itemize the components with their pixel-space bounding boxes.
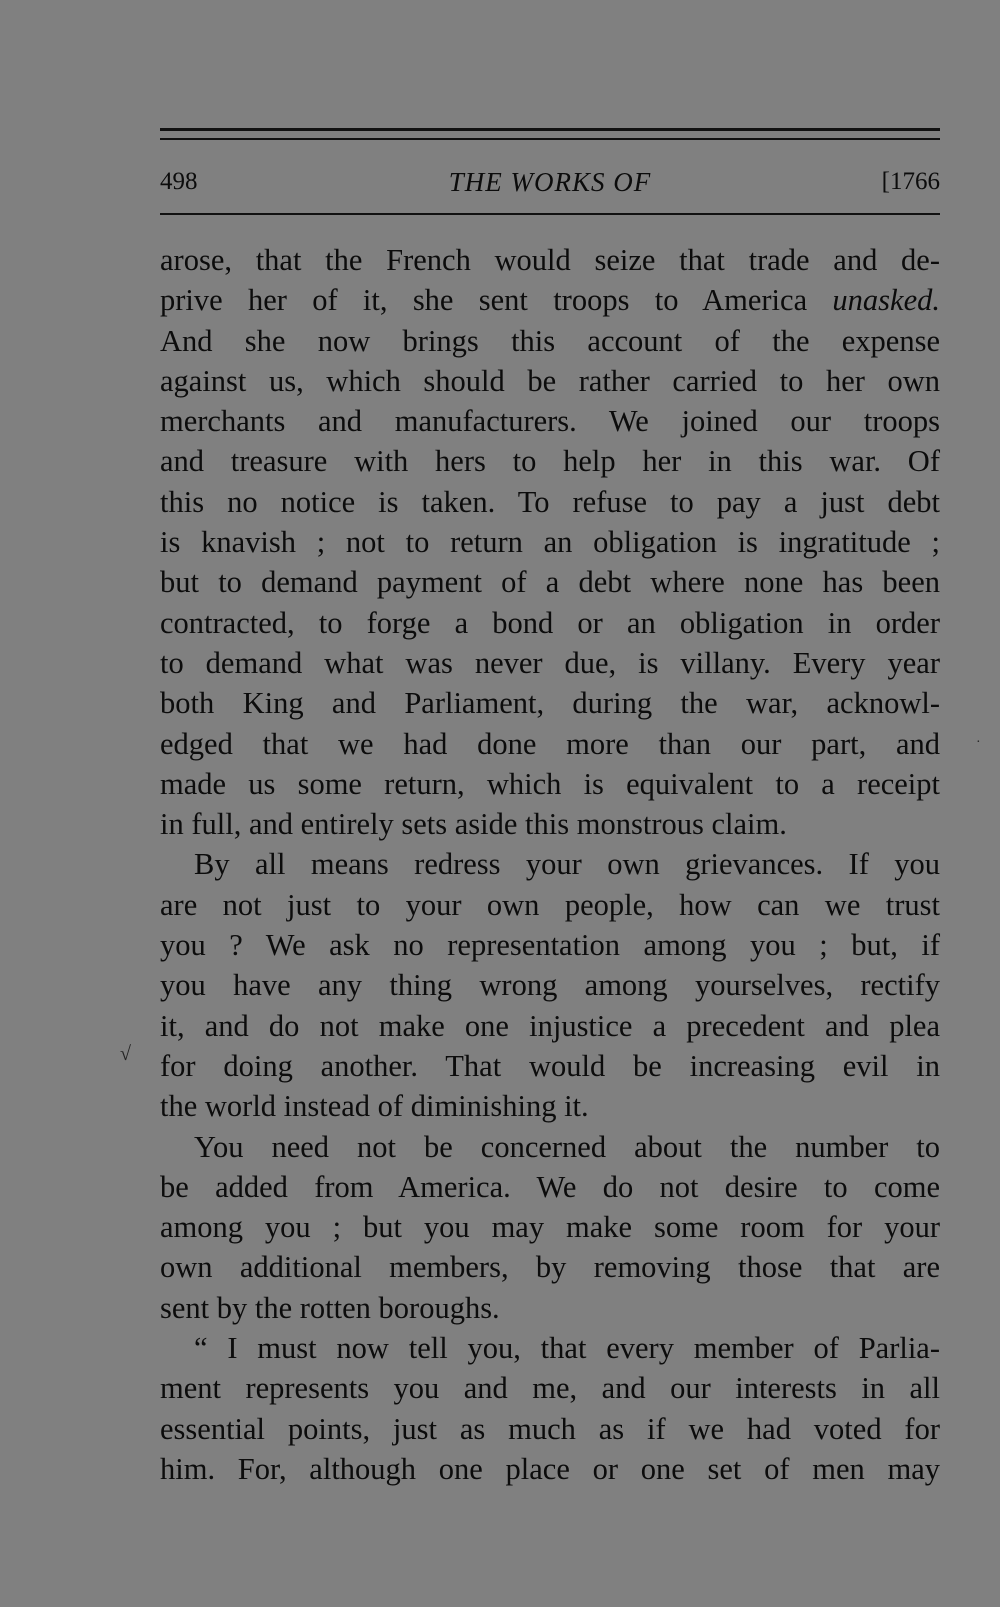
header-rule-top — [160, 128, 940, 131]
text-line: and treasure with hers to help her in this war. Of — [160, 444, 940, 479]
text-line: By all means redress your own grievances. If you — [194, 847, 940, 882]
header-rule-top-thin — [160, 138, 940, 140]
text-line — [160, 280, 940, 320]
text-line: edged that we had done more than our part, and — [160, 726, 940, 761]
text-line: And she now brings this account of the expense — [160, 323, 940, 358]
text-line: be added from America. We do not desire to come — [160, 1169, 940, 1204]
text-line: are not just to your own people, how can we trust — [160, 887, 940, 922]
running-year: [1766 — [881, 168, 940, 195]
running-head — [160, 162, 940, 202]
text-line: You need not be concerned about the number to — [194, 1129, 940, 1164]
text-line: arose, that the French would seize that trade and de- — [160, 243, 940, 277]
text-line: merchants and manufacturers. We joined our troops — [160, 404, 940, 439]
text-line: for doing another. That would be increasing evil in — [160, 1048, 940, 1083]
running-title: THE WORKS OF — [448, 167, 652, 197]
text-line: among you ; but you may make some room for your — [160, 1210, 940, 1245]
text-line: you ? We ask no representation among you ; but, if — [160, 928, 940, 963]
header-rule-bottom — [160, 213, 940, 215]
text-line: the world instead of diminishing it. — [160, 1089, 589, 1124]
text-line: but to demand payment of a debt where none has been — [160, 565, 940, 600]
text-line: both King and Parliament, during the war, acknowl- — [160, 686, 940, 721]
margin-dot-mark: · — [976, 735, 981, 750]
text-line: it, and do not make one injustice a precedent and plea — [160, 1008, 940, 1043]
page-body — [160, 240, 940, 1489]
page-number: 498 — [160, 168, 198, 195]
text-line-segment: prive her of it, she sent troops to America — [160, 283, 808, 318]
text-line: to demand what was never due, is villany. Every year — [160, 645, 940, 680]
text-line: ment represents you and me, and our interests in all — [160, 1371, 940, 1406]
text-line: made us some return, which is equivalent to a receipt — [160, 766, 940, 801]
text-line: own additional members, by removing those that are — [160, 1250, 940, 1285]
text-line: “ I must now tell you, that every member of Parlia- — [194, 1331, 940, 1366]
text-line: sent by the rotten boroughs. — [160, 1290, 500, 1325]
emphasis-word: unasked. — [832, 283, 940, 318]
margin-check-mark: √ — [120, 1043, 131, 1065]
text-line: this no notice is taken. To refuse to pay a just debt — [160, 484, 940, 519]
text-line: in full, and entirely sets aside this monstrous claim. — [160, 807, 787, 842]
text-line: is knavish ; not to return an obligation is ingratitude ; — [160, 525, 940, 560]
text-line: you have any thing wrong among yourselves, rectify — [160, 968, 940, 1003]
text-line: essential points, just as much as if we had voted for — [160, 1411, 940, 1446]
text-line: contracted, to forge a bond or an obligation in order — [160, 605, 940, 640]
text-line: against us, which should be rather carried to her own — [160, 363, 940, 398]
text-line: him. For, although one place or one set of men may — [160, 1451, 940, 1486]
